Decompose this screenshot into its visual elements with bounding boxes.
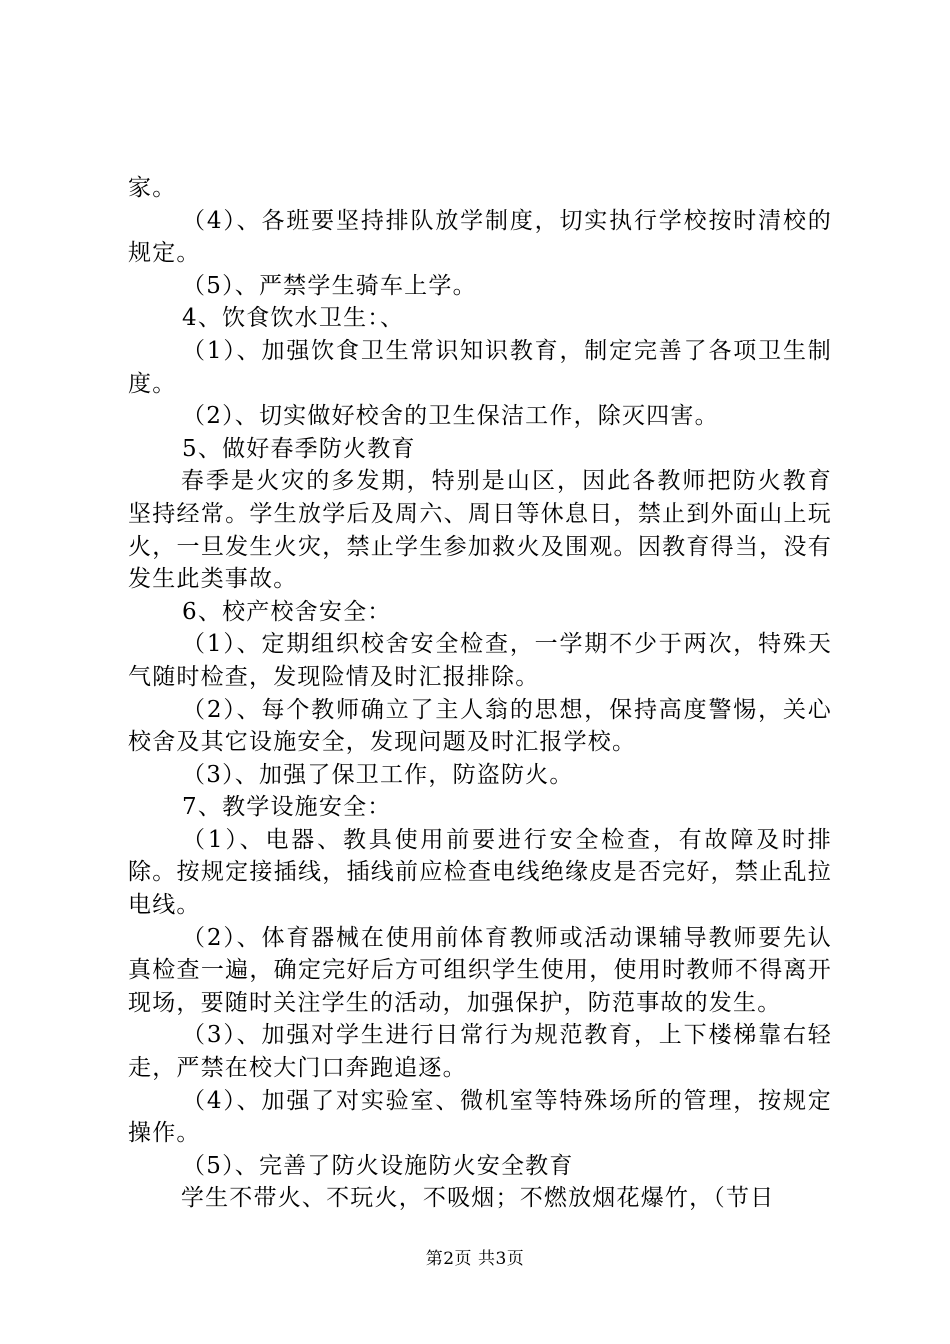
- paragraph-2: （5）、严禁学生骑车上学。: [182, 272, 477, 299]
- paragraph-5: （2）、切实做好校舍的卫生保洁工作，除灭四害。: [182, 403, 719, 430]
- section-heading-7: 7、教学设施安全：: [182, 794, 392, 821]
- paragraph-17: （5）、完善了防火设施防火安全教育: [182, 1152, 574, 1179]
- paragraph-11: （3）、加强了保卫工作，防盗防火。: [182, 761, 574, 788]
- paragraph-4: （1）、加强饮食卫生常识知识教育，制定完善了各项卫生制度。: [128, 337, 832, 397]
- paragraph-1: （4）、各班要坚持排队放学制度，切实执行学校按时清校的规定。: [128, 207, 832, 267]
- document-body: [128, 172, 832, 1215]
- paragraph-16: （4）、加强了对实验室、微机室等特殊场所的管理，按规定操作。: [128, 1087, 832, 1147]
- paragraph-9: （1）、定期组织校舍安全检查，一学期不少于两次，特殊天气随时检查，发现险情及时汇报排除。: [128, 631, 832, 690]
- paragraph-18: 学生不带火、不玩火，不吸烟；不燃放烟花爆竹，（节日: [180, 1185, 775, 1212]
- paragraph-10: （2）、每个教师确立了主人翁的思想，保持高度警惕，关心校舍及其它设施安全，发现问题及时汇报学校。: [128, 696, 832, 756]
- paragraph-13: （1）、电器、教具使用前要进行安全检查，有故障及时排除。按规定接插线，插线前应检查电线绝缘皮是否完好，禁止乱拉电线。: [128, 826, 832, 919]
- paragraph-14: （2）、体育器械在使用前体育教师或活动课辅导教师要先认真检查一遍，确定完好后方可组织学生使用，使用时教师不得离开现场，要随时关注学生的活动，加强保护，防范事故的发生。: [128, 924, 832, 1016]
- paragraph-7: 春季是火灾的多发期，特别是山区，因此各教师把防火教育坚持经常。学生放学后及周六、周日等休息日，禁止到外面山上玩火，一旦发生火灾，禁止学生参加救火及围观。因教育得当，没有发生此类事故。: [128, 468, 832, 593]
- section-heading-6: 6、校产校舍安全：: [182, 598, 392, 625]
- page-footer: 第2页 共3页: [425, 1249, 525, 1269]
- section-heading-5: 5、做好春季防火教育: [182, 435, 416, 462]
- paragraph-15: （3）、加强对学生进行日常行为规范教育，上下楼梯靠右轻走，严禁在校大门口奔跑追逐。: [128, 1022, 832, 1082]
- paragraph-0: 家。: [128, 175, 177, 201]
- section-heading-4: 4、饮食饮水卫生：、: [182, 305, 405, 332]
